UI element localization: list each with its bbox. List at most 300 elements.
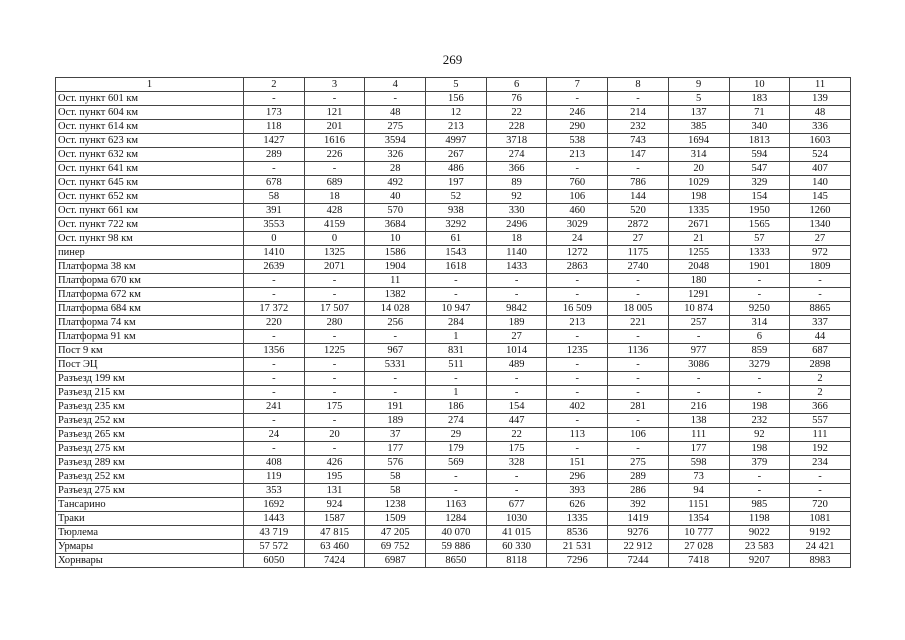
value-cell: 0: [304, 232, 365, 246]
value-cell: 2671: [668, 218, 729, 232]
value-cell: 569: [426, 456, 487, 470]
value-cell: -: [729, 484, 790, 498]
value-cell: 20: [304, 428, 365, 442]
value-cell: 1238: [365, 498, 426, 512]
value-cell: -: [244, 358, 305, 372]
value-cell: 43 719: [244, 526, 305, 540]
table-row: [56, 330, 851, 344]
value-cell: 3292: [426, 218, 487, 232]
value-cell: 314: [668, 148, 729, 162]
value-cell: 22: [486, 106, 547, 120]
value-cell: 234: [790, 456, 851, 470]
value-cell: 29: [426, 428, 487, 442]
value-cell: 2: [790, 372, 851, 386]
station-name-cell: Пост 9 км: [56, 344, 244, 358]
value-cell: 492: [365, 176, 426, 190]
value-cell: 4997: [426, 134, 487, 148]
value-cell: -: [608, 442, 669, 456]
table-row: [56, 484, 851, 498]
value-cell: 1030: [486, 512, 547, 526]
value-cell: 17 372: [244, 302, 305, 316]
value-cell: 392: [608, 498, 669, 512]
value-cell: 28: [365, 162, 426, 176]
value-cell: -: [486, 274, 547, 288]
value-cell: -: [668, 386, 729, 400]
station-name-cell: Ост. пункт 645 км: [56, 176, 244, 190]
value-cell: -: [244, 288, 305, 302]
value-cell: 2740: [608, 260, 669, 274]
value-cell: -: [547, 386, 608, 400]
table-row: [56, 512, 851, 526]
value-cell: -: [729, 470, 790, 484]
value-cell: 1291: [668, 288, 729, 302]
table-row: [56, 134, 851, 148]
value-cell: -: [729, 274, 790, 288]
table-row: [56, 92, 851, 106]
table-row: [56, 470, 851, 484]
value-cell: 18: [304, 190, 365, 204]
value-cell: 1692: [244, 498, 305, 512]
value-cell: -: [304, 92, 365, 106]
value-cell: 511: [426, 358, 487, 372]
value-cell: 1586: [365, 246, 426, 260]
value-cell: 8650: [426, 554, 487, 568]
value-cell: 1235: [547, 344, 608, 358]
value-cell: 6050: [244, 554, 305, 568]
value-cell: 1163: [426, 498, 487, 512]
value-cell: 76: [486, 92, 547, 106]
value-cell: 275: [365, 120, 426, 134]
table-row: [56, 498, 851, 512]
value-cell: 1260: [790, 204, 851, 218]
value-cell: 1616: [304, 134, 365, 148]
value-cell: 538: [547, 134, 608, 148]
value-cell: 267: [426, 148, 487, 162]
value-cell: 221: [608, 316, 669, 330]
value-cell: -: [304, 442, 365, 456]
value-cell: 520: [608, 204, 669, 218]
station-name-cell: Разъезд 265 км: [56, 428, 244, 442]
value-cell: -: [426, 470, 487, 484]
table-row: [56, 344, 851, 358]
value-cell: 1340: [790, 218, 851, 232]
value-cell: 3086: [668, 358, 729, 372]
value-cell: -: [790, 274, 851, 288]
value-cell: 191: [365, 400, 426, 414]
table-row: [56, 526, 851, 540]
value-cell: 1272: [547, 246, 608, 260]
table-row: [56, 386, 851, 400]
value-cell: -: [790, 470, 851, 484]
station-name-cell: Разъезд 289 км: [56, 456, 244, 470]
value-cell: 213: [426, 120, 487, 134]
value-cell: -: [486, 470, 547, 484]
value-cell: -: [668, 372, 729, 386]
value-cell: 73: [668, 470, 729, 484]
value-cell: 391: [244, 204, 305, 218]
value-cell: 18: [486, 232, 547, 246]
value-cell: 3594: [365, 134, 426, 148]
value-cell: 329: [729, 176, 790, 190]
value-cell: 47 815: [304, 526, 365, 540]
value-cell: 281: [608, 400, 669, 414]
station-name-cell: Ост. пункт 641 км: [56, 162, 244, 176]
value-cell: 58: [244, 190, 305, 204]
station-name-cell: Урмары: [56, 540, 244, 554]
value-cell: 21 531: [547, 540, 608, 554]
value-cell: -: [365, 386, 426, 400]
value-cell: 9207: [729, 554, 790, 568]
value-cell: 1175: [608, 246, 669, 260]
value-cell: 924: [304, 498, 365, 512]
value-cell: 177: [668, 442, 729, 456]
value-cell: 972: [790, 246, 851, 260]
value-cell: -: [244, 92, 305, 106]
value-cell: 111: [668, 428, 729, 442]
value-cell: 2: [790, 386, 851, 400]
table-row: [56, 162, 851, 176]
value-cell: 177: [365, 442, 426, 456]
value-cell: 8865: [790, 302, 851, 316]
value-cell: 198: [668, 190, 729, 204]
value-cell: 1433: [486, 260, 547, 274]
value-cell: -: [486, 484, 547, 498]
value-cell: 58: [365, 470, 426, 484]
value-cell: 58: [365, 484, 426, 498]
value-cell: -: [365, 92, 426, 106]
value-cell: 1443: [244, 512, 305, 526]
table-row: [56, 190, 851, 204]
value-cell: -: [729, 386, 790, 400]
value-cell: 139: [790, 92, 851, 106]
value-cell: -: [426, 372, 487, 386]
value-cell: 40: [365, 190, 426, 204]
station-name-cell: Ост. пункт 614 км: [56, 120, 244, 134]
column-header: 4: [365, 78, 426, 92]
value-cell: 179: [426, 442, 487, 456]
value-cell: 1014: [486, 344, 547, 358]
value-cell: 131: [304, 484, 365, 498]
value-cell: 366: [790, 400, 851, 414]
value-cell: 10 874: [668, 302, 729, 316]
value-cell: 1950: [729, 204, 790, 218]
column-header: 8: [608, 78, 669, 92]
value-cell: 967: [365, 344, 426, 358]
value-cell: 547: [729, 162, 790, 176]
value-cell: 180: [668, 274, 729, 288]
value-cell: 1543: [426, 246, 487, 260]
value-cell: 408: [244, 456, 305, 470]
value-cell: 274: [486, 148, 547, 162]
value-cell: -: [244, 442, 305, 456]
value-cell: 89: [486, 176, 547, 190]
value-cell: 4159: [304, 218, 365, 232]
table-row: [56, 106, 851, 120]
value-cell: 189: [486, 316, 547, 330]
value-cell: 226: [304, 148, 365, 162]
value-cell: 1809: [790, 260, 851, 274]
value-cell: 119: [244, 470, 305, 484]
value-cell: 232: [608, 120, 669, 134]
value-cell: 689: [304, 176, 365, 190]
value-cell: 3684: [365, 218, 426, 232]
value-cell: 9250: [729, 302, 790, 316]
value-cell: -: [547, 288, 608, 302]
table-row: [56, 120, 851, 134]
value-cell: 175: [486, 442, 547, 456]
value-cell: 5331: [365, 358, 426, 372]
station-name-cell: Ост. пункт 98 км: [56, 232, 244, 246]
value-cell: 1904: [365, 260, 426, 274]
value-cell: 189: [365, 414, 426, 428]
value-cell: 27: [790, 232, 851, 246]
value-cell: 1325: [304, 246, 365, 260]
value-cell: 20: [668, 162, 729, 176]
value-cell: -: [547, 92, 608, 106]
value-cell: -: [244, 274, 305, 288]
value-cell: 626: [547, 498, 608, 512]
station-name-cell: Тюрлема: [56, 526, 244, 540]
value-cell: -: [547, 372, 608, 386]
value-cell: 18 005: [608, 302, 669, 316]
value-cell: 256: [365, 316, 426, 330]
value-cell: 52: [426, 190, 487, 204]
value-cell: -: [426, 288, 487, 302]
value-cell: 232: [729, 414, 790, 428]
value-cell: 24: [244, 428, 305, 442]
table-row: [56, 358, 851, 372]
value-cell: 2863: [547, 260, 608, 274]
value-cell: -: [486, 386, 547, 400]
value-cell: 214: [608, 106, 669, 120]
value-cell: 48: [790, 106, 851, 120]
column-header: 1: [56, 78, 244, 92]
value-cell: 40 070: [426, 526, 487, 540]
value-cell: 9192: [790, 526, 851, 540]
value-cell: 1382: [365, 288, 426, 302]
value-cell: 24 421: [790, 540, 851, 554]
value-cell: 9842: [486, 302, 547, 316]
station-name-cell: Разъезд 275 км: [56, 484, 244, 498]
value-cell: 137: [668, 106, 729, 120]
station-name-cell: Ост. пункт 623 км: [56, 134, 244, 148]
value-cell: 140: [790, 176, 851, 190]
value-cell: 557: [790, 414, 851, 428]
table-row: [56, 148, 851, 162]
value-cell: 41 015: [486, 526, 547, 540]
value-cell: 489: [486, 358, 547, 372]
value-cell: 44: [790, 330, 851, 344]
value-cell: 1694: [668, 134, 729, 148]
value-cell: -: [668, 330, 729, 344]
value-cell: 786: [608, 176, 669, 190]
value-cell: 977: [668, 344, 729, 358]
value-cell: -: [304, 162, 365, 176]
value-cell: 393: [547, 484, 608, 498]
value-cell: 1335: [668, 204, 729, 218]
table-row: [56, 400, 851, 414]
value-cell: -: [608, 274, 669, 288]
value-cell: 1419: [608, 512, 669, 526]
station-name-cell: Пост ЭЦ: [56, 358, 244, 372]
column-header: 9: [668, 78, 729, 92]
value-cell: 524: [790, 148, 851, 162]
station-name-cell: Разъезд 275 км: [56, 442, 244, 456]
value-cell: -: [729, 372, 790, 386]
value-cell: -: [608, 372, 669, 386]
value-cell: 47 205: [365, 526, 426, 540]
column-header: 2: [244, 78, 305, 92]
value-cell: 59 886: [426, 540, 487, 554]
value-cell: 2071: [304, 260, 365, 274]
value-cell: 1587: [304, 512, 365, 526]
value-cell: 720: [790, 498, 851, 512]
value-cell: 11: [365, 274, 426, 288]
value-cell: -: [608, 92, 669, 106]
value-cell: -: [547, 274, 608, 288]
value-cell: 2872: [608, 218, 669, 232]
value-cell: 447: [486, 414, 547, 428]
value-cell: 61: [426, 232, 487, 246]
value-cell: 385: [668, 120, 729, 134]
value-cell: -: [729, 288, 790, 302]
value-cell: 63 460: [304, 540, 365, 554]
value-cell: -: [547, 358, 608, 372]
value-cell: 216: [668, 400, 729, 414]
value-cell: 23 583: [729, 540, 790, 554]
table-row: [56, 414, 851, 428]
value-cell: 198: [729, 400, 790, 414]
value-cell: 407: [790, 162, 851, 176]
value-cell: 106: [608, 428, 669, 442]
value-cell: 1198: [729, 512, 790, 526]
page-number: 269: [442, 52, 463, 67]
value-cell: 280: [304, 316, 365, 330]
value-cell: 1: [426, 330, 487, 344]
table-row: [56, 316, 851, 330]
value-cell: 27: [608, 232, 669, 246]
value-cell: 687: [790, 344, 851, 358]
value-cell: 289: [608, 470, 669, 484]
station-name-cell: Платформа 684 км: [56, 302, 244, 316]
value-cell: -: [244, 372, 305, 386]
value-cell: 326: [365, 148, 426, 162]
value-cell: 379: [729, 456, 790, 470]
value-cell: 330: [486, 204, 547, 218]
value-cell: 22 912: [608, 540, 669, 554]
value-cell: -: [244, 414, 305, 428]
value-cell: 2639: [244, 260, 305, 274]
station-name-cell: Разъезд 252 км: [56, 470, 244, 484]
table-row: [56, 554, 851, 568]
value-cell: 151: [547, 456, 608, 470]
value-cell: 14 028: [365, 302, 426, 316]
value-cell: 138: [668, 414, 729, 428]
table-row: [56, 218, 851, 232]
value-cell: -: [426, 274, 487, 288]
value-cell: 197: [426, 176, 487, 190]
value-cell: -: [304, 330, 365, 344]
value-cell: -: [365, 372, 426, 386]
value-cell: 10: [365, 232, 426, 246]
value-cell: 314: [729, 316, 790, 330]
value-cell: 486: [426, 162, 487, 176]
value-cell: 106: [547, 190, 608, 204]
value-cell: 27: [486, 330, 547, 344]
table-row: [56, 428, 851, 442]
value-cell: 113: [547, 428, 608, 442]
value-cell: 24: [547, 232, 608, 246]
table-header-row: [56, 78, 851, 92]
value-cell: 183: [729, 92, 790, 106]
value-cell: 69 752: [365, 540, 426, 554]
value-cell: -: [244, 162, 305, 176]
value-cell: -: [608, 330, 669, 344]
value-cell: 1335: [547, 512, 608, 526]
value-cell: 154: [729, 190, 790, 204]
value-cell: 938: [426, 204, 487, 218]
value-cell: 92: [486, 190, 547, 204]
value-cell: 1136: [608, 344, 669, 358]
value-cell: 145: [790, 190, 851, 204]
value-cell: 9276: [608, 526, 669, 540]
table-row: [56, 372, 851, 386]
value-cell: 48: [365, 106, 426, 120]
value-cell: 6: [729, 330, 790, 344]
value-cell: 92: [729, 428, 790, 442]
value-cell: -: [547, 162, 608, 176]
value-cell: 296: [547, 470, 608, 484]
value-cell: 7418: [668, 554, 729, 568]
value-cell: 2496: [486, 218, 547, 232]
value-cell: -: [790, 484, 851, 498]
value-cell: 12: [426, 106, 487, 120]
value-cell: 5: [668, 92, 729, 106]
value-cell: 426: [304, 456, 365, 470]
value-cell: 1509: [365, 512, 426, 526]
value-cell: 0: [244, 232, 305, 246]
value-cell: 1151: [668, 498, 729, 512]
value-cell: 21: [668, 232, 729, 246]
value-cell: 173: [244, 106, 305, 120]
value-cell: 275: [608, 456, 669, 470]
value-cell: 186: [426, 400, 487, 414]
column-header: 3: [304, 78, 365, 92]
value-cell: -: [547, 414, 608, 428]
station-name-cell: Траки: [56, 512, 244, 526]
column-header: 6: [486, 78, 547, 92]
value-cell: -: [304, 372, 365, 386]
value-cell: 678: [244, 176, 305, 190]
value-cell: 121: [304, 106, 365, 120]
value-cell: 60 330: [486, 540, 547, 554]
value-cell: 570: [365, 204, 426, 218]
table-row: [56, 260, 851, 274]
value-cell: 402: [547, 400, 608, 414]
value-cell: 198: [729, 442, 790, 456]
value-cell: 8118: [486, 554, 547, 568]
value-cell: 8983: [790, 554, 851, 568]
value-cell: 118: [244, 120, 305, 134]
value-cell: 428: [304, 204, 365, 218]
value-cell: 220: [244, 316, 305, 330]
station-name-cell: Ост. пункт 601 км: [56, 92, 244, 106]
value-cell: 228: [486, 120, 547, 134]
station-name-cell: Хорнвары: [56, 554, 244, 568]
table-row: [56, 274, 851, 288]
value-cell: 16 509: [547, 302, 608, 316]
station-name-cell: Платформа 670 км: [56, 274, 244, 288]
